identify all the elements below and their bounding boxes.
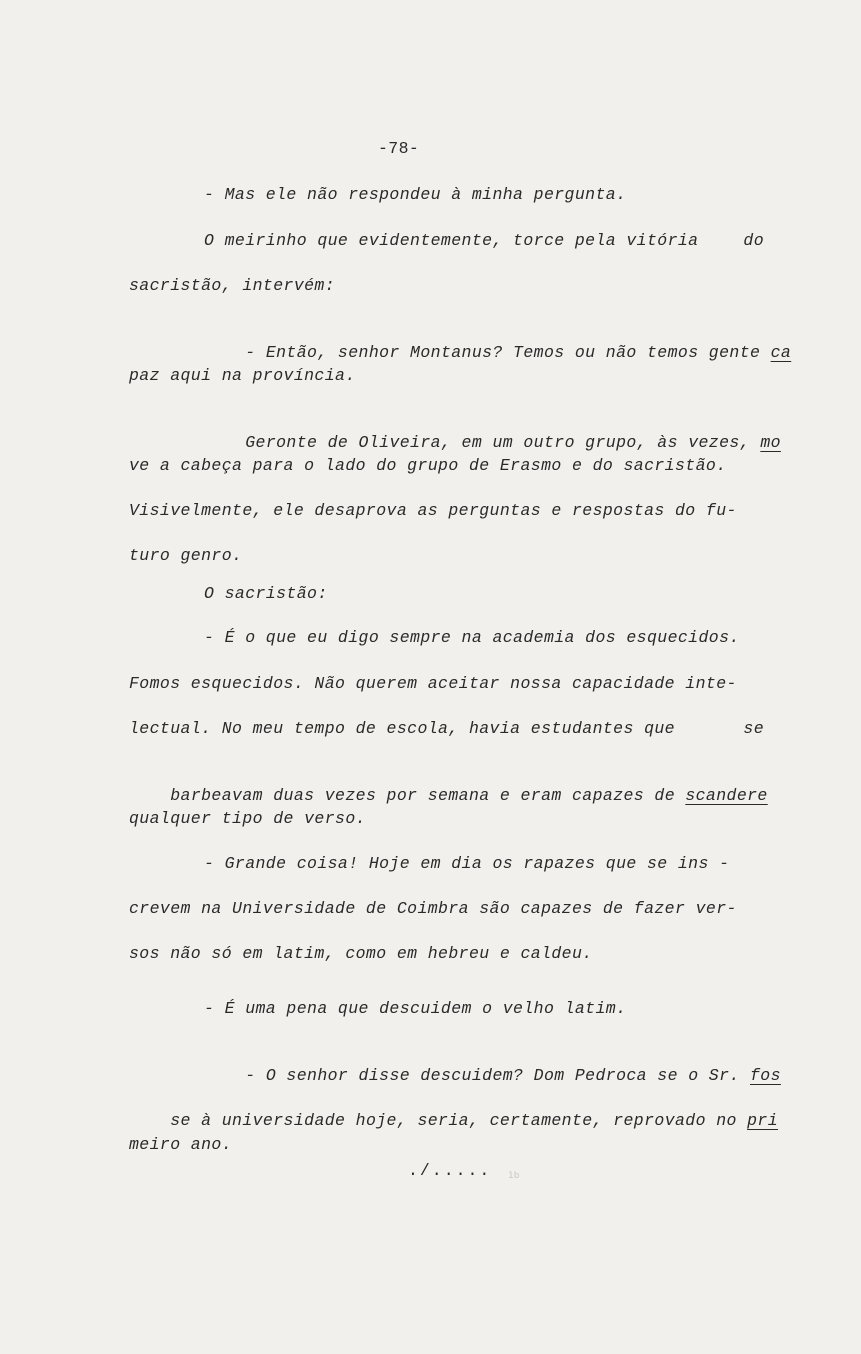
- text-line: - Grande coisa! Hoje em dia os rapazes que se ins -: [204, 854, 730, 873]
- text-line: - Mas ele não respondeu à minha pergunta.: [204, 185, 627, 204]
- text-line: - É o que eu digo sempre na academia dos esquecidos.: [204, 628, 740, 647]
- page-number: -78-: [378, 139, 420, 158]
- faint-mark: 1b: [508, 1171, 520, 1181]
- text-line: Geronte de Oliveira, em um outro grupo, às vezes, mo: [245, 433, 781, 452]
- text-line: sacristão, intervém:: [129, 276, 336, 295]
- text-line: paz aqui na província.: [129, 366, 356, 385]
- text-line: se à universidade hoje, seria, certamente, reprovado no pri: [170, 1111, 779, 1130]
- text-line: qualquer tipo de verso.: [129, 809, 366, 828]
- text-line: O meirinho que evidentemente, torce pela vitória do: [204, 231, 764, 250]
- text-line: Fomos esquecidos. Não querem aceitar nossa capacidade inte-: [129, 674, 737, 693]
- text-line: - O senhor disse descuidem? Dom Pedroca se o Sr. fos: [245, 1066, 781, 1085]
- text-line: turo genro.: [129, 546, 243, 565]
- text-line: sos não só em latim, como em hebreu e caldeu.: [129, 944, 593, 963]
- text-line: - É uma pena que descuidem o velho latim.: [204, 999, 627, 1018]
- text-line: O sacristão:: [204, 584, 328, 603]
- text-line: Visivelmente, ele desaprova as perguntas e respostas do fu-: [129, 501, 737, 520]
- text-line: - Então, senhor Montanus? Temos ou não temos gente ca: [245, 343, 792, 362]
- text-line: ve a cabeça para o lado do grupo de Erasmo e do sacristão.: [129, 456, 727, 475]
- continuation-mark: ./.....: [408, 1161, 492, 1180]
- text-line: lectual. No meu tempo de escola, havia estudantes que se: [129, 719, 764, 738]
- text-line: meiro ano.: [129, 1135, 233, 1154]
- text-line: barbeavam duas vezes por semana e eram capazes de scandere: [170, 786, 768, 805]
- text-line: crevem na Universidade de Coimbra são capazes de fazer ver-: [129, 899, 737, 918]
